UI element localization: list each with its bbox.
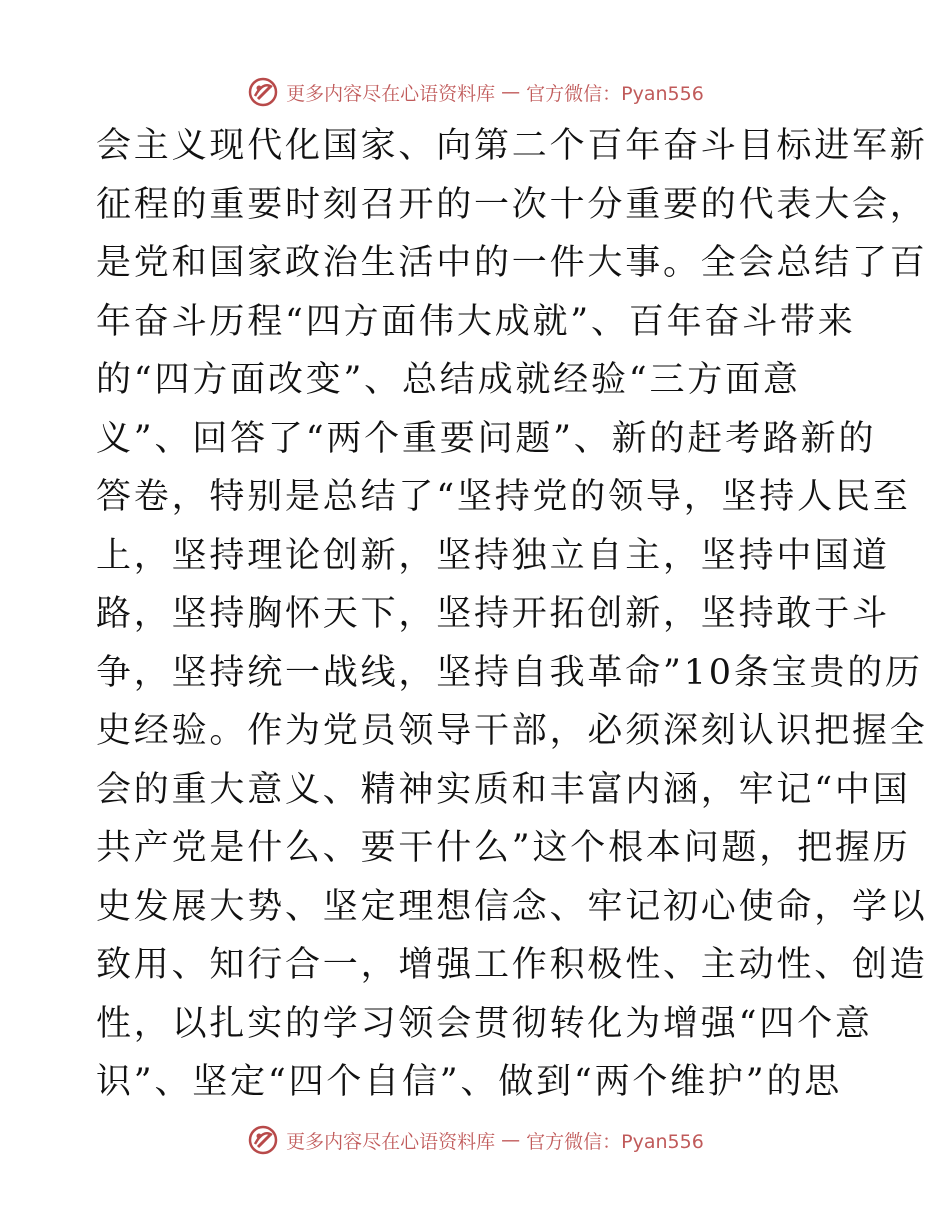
text-line: 路，坚持胸怀天下，坚持开拓创新，坚持敢于斗 <box>96 594 890 634</box>
text-line: 年奋斗历程“四方面伟大成就”、百年奋斗带来 <box>96 301 856 342</box>
text-line: 会主义现代化国家、向第二个百年奋斗目标进军新 <box>96 126 928 166</box>
text-line: 致用、知行合一，增强工作积极性、主动性、创造 <box>96 945 928 985</box>
text-line: 共产党是什么、要干什么”这个根本问题，把握历 <box>96 828 911 868</box>
watermark-separator: — <box>501 81 521 103</box>
document-body <box>96 117 928 1112</box>
text-line: 是党和国家政治生活中的一件大事。全会总结了百 <box>96 243 928 283</box>
text-line: 史发展大势、坚定理想信念、牢记初心使命，学以 <box>96 886 928 927</box>
text-line: 征程的重要时刻召开的一次十分重要的代表大会， <box>96 184 928 225</box>
watermark-brand-text: 更多内容尽在心语资料库 <box>286 82 496 105</box>
text-line: 性，以扎实的学习领会贯彻转化为增强“四个意 <box>96 1003 873 1044</box>
watermark-brand-text: 更多内容尽在心语资料库 <box>286 1130 496 1153</box>
brand-logo-icon <box>246 75 280 109</box>
footer-watermark <box>0 1120 950 1160</box>
text-line: 史经验。作为党员领导干部，必须深刻认识把握全 <box>96 711 928 751</box>
watermark-separator: — <box>501 1129 521 1151</box>
text-line: 会的重大意义、精神实质和丰富内涵，牢记“中国 <box>96 769 911 810</box>
watermark-contact-text: 官方微信：Pyan556 <box>526 82 704 105</box>
header-watermark <box>0 72 950 112</box>
text-line: 上，坚持理论创新，坚持独立自主，坚持中国道 <box>96 535 890 576</box>
brand-logo-icon <box>246 1123 280 1157</box>
text-line: 的“四方面改变”、总结成就经验“三方面意 <box>96 360 801 400</box>
text-line: 义”、回答了“两个重要问题”、新的赶考路新的 <box>96 418 877 459</box>
text-line: 争，坚持统一战线，坚持自我革命”10条宝贵的历 <box>96 652 923 693</box>
text-line: 识”、坚定“四个自信”、做到“两个维护”的思 <box>96 1062 843 1102</box>
watermark-contact-text: 官方微信：Pyan556 <box>526 1130 704 1153</box>
text-line: 答卷，特别是总结了“坚持党的领导，坚持人民至 <box>96 477 911 517</box>
